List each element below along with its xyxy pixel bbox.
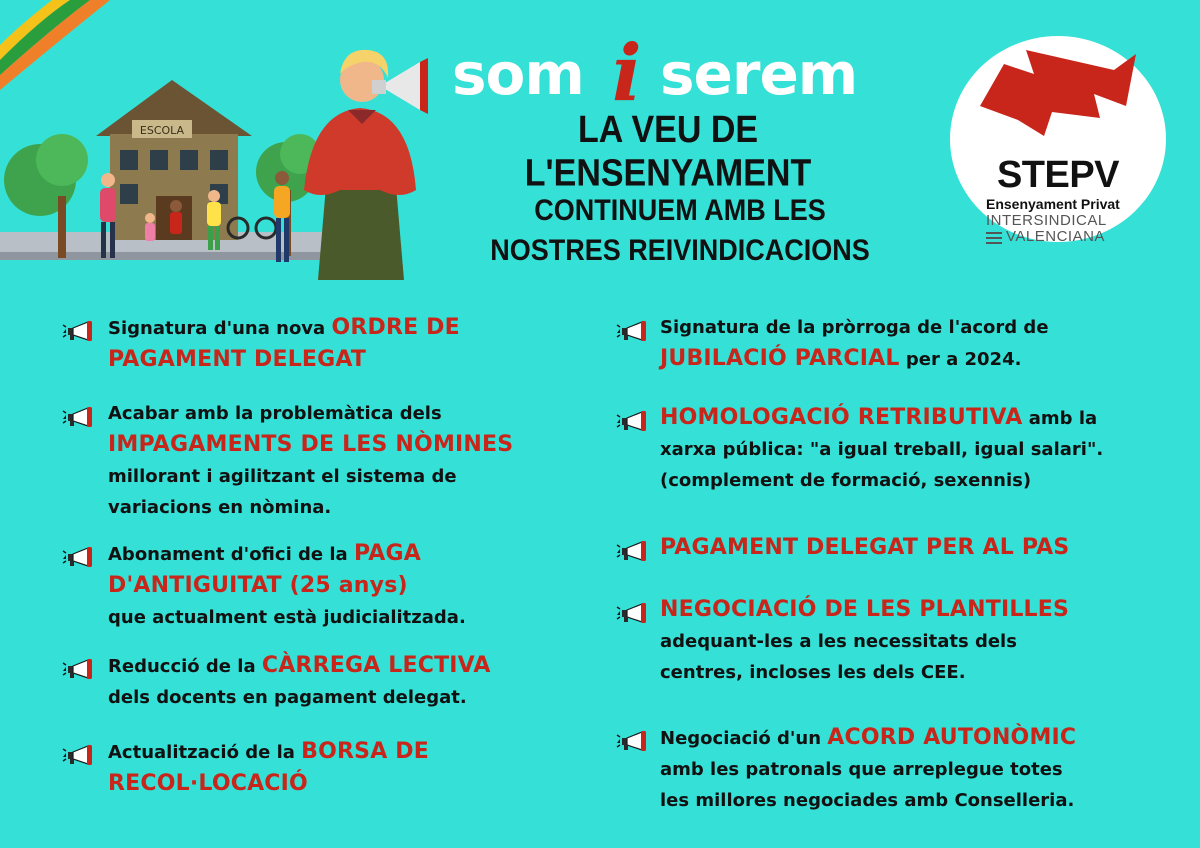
demand-line bbox=[660, 594, 1069, 626]
logo-line-2: INTERSINDICAL bbox=[986, 212, 1107, 229]
demand-text: amb les patronals que arreplegue totes bbox=[660, 759, 1063, 780]
tagline-line-1: CONTINUEM AMB LES bbox=[534, 193, 826, 227]
demand-text: variacions en nòmina. bbox=[108, 497, 332, 518]
demand-line bbox=[108, 492, 513, 523]
demand-text: Abonament d'ofici de la bbox=[108, 544, 354, 565]
megaphone-icon bbox=[616, 730, 648, 752]
demand-highlight: PAGAMENT DELEGAT bbox=[108, 347, 367, 372]
demand-line bbox=[660, 343, 1049, 375]
demand-line bbox=[108, 398, 513, 429]
demand-highlight: RECOL·LOCACIÓ bbox=[108, 771, 308, 796]
demand-text: per a 2024. bbox=[899, 349, 1022, 370]
demand-highlight: ORDRE DE bbox=[331, 315, 460, 340]
megaphone-icon bbox=[62, 546, 94, 568]
demand-line bbox=[108, 768, 429, 800]
demand-line bbox=[108, 538, 466, 570]
demand-line bbox=[108, 682, 491, 713]
demand-line bbox=[660, 626, 1069, 657]
demand-text: Acabar amb la problemàtica dels bbox=[108, 403, 442, 424]
demand-text: dels docents en pagament delegat. bbox=[108, 687, 467, 708]
demand-highlight: D'ANTIGUITAT (25 anys) bbox=[108, 573, 408, 598]
demand-line bbox=[108, 344, 460, 376]
demand-text: que actualment està judicialitzada. bbox=[108, 607, 466, 628]
demand-line bbox=[660, 532, 1069, 564]
demand-text: les millores negociades amb Conselleria. bbox=[660, 790, 1075, 811]
demand-line bbox=[660, 465, 1103, 496]
demand-highlight: CÀRREGA LECTIVA bbox=[261, 653, 491, 678]
slogan-word-i: i bbox=[612, 28, 641, 119]
demand-line bbox=[108, 461, 513, 492]
demand-highlight: IMPAGAMENTS DE LES NÒMINES bbox=[108, 432, 514, 457]
demand-text: Signatura de la pròrroga de l'acord de bbox=[660, 317, 1049, 338]
demand-text: xarxa pública: "a igual treball, igual salari". bbox=[660, 439, 1104, 460]
demand-item bbox=[660, 594, 1069, 688]
logo-name: STEPV bbox=[996, 154, 1120, 196]
demand-item bbox=[108, 650, 491, 713]
demand-line bbox=[660, 402, 1103, 434]
demand-line bbox=[108, 570, 466, 602]
demand-item bbox=[108, 312, 460, 376]
demand-item bbox=[108, 398, 513, 523]
megaphone-icon bbox=[616, 602, 648, 624]
school-sign: ESCOLA bbox=[139, 124, 185, 137]
stepv-logo bbox=[950, 36, 1166, 245]
tagline-line-2: NOSTRES REIVINDICACIONS bbox=[490, 233, 870, 267]
demand-text: Reducció de la bbox=[108, 656, 262, 677]
flag-icon bbox=[974, 50, 1144, 154]
demand-highlight: HOMOLOGACIÓ RETRIBUTIVA bbox=[660, 405, 1023, 430]
demand-highlight: ACORD AUTONÒMIC bbox=[827, 725, 1077, 750]
demand-text: Actualització de la bbox=[108, 742, 302, 763]
megaphone-icon bbox=[62, 406, 94, 428]
demand-line bbox=[660, 312, 1049, 343]
demand-text: centres, incloses les dels CEE. bbox=[660, 662, 966, 683]
demand-item bbox=[660, 722, 1076, 816]
demand-line bbox=[660, 434, 1103, 465]
demand-line bbox=[660, 657, 1069, 688]
demand-text: (complement de formació, sexennis) bbox=[660, 470, 1032, 491]
demand-line bbox=[108, 650, 491, 682]
demand-item bbox=[660, 312, 1049, 375]
demand-highlight: JUBILACIÓ PARCIAL bbox=[660, 346, 900, 371]
demand-line bbox=[660, 754, 1076, 785]
demand-line bbox=[660, 722, 1076, 754]
demand-highlight: PAGAMENT DELEGAT PER AL PAS bbox=[660, 535, 1070, 560]
demand-item bbox=[108, 538, 466, 633]
tagline bbox=[470, 190, 890, 270]
slogan-word-serem: serem bbox=[660, 40, 858, 108]
subtitle: LA VEU DE L'ENSENYAMENT bbox=[524, 108, 812, 195]
demand-text: millorant i agilitzant el sistema de bbox=[108, 466, 457, 487]
demand-highlight: BORSA DE bbox=[301, 739, 429, 764]
demand-highlight: NEGOCIACIÓ DE LES PLANTILLES bbox=[660, 597, 1070, 622]
logo-line-1: Ensenyament Privat bbox=[986, 196, 1120, 212]
school-illustration bbox=[0, 0, 440, 280]
demand-item bbox=[660, 402, 1103, 496]
demand-item bbox=[660, 532, 1069, 564]
bars-icon bbox=[986, 232, 1002, 244]
megaphone-icon bbox=[62, 320, 94, 342]
demand-item bbox=[108, 736, 429, 800]
logo-line-3: VALENCIANA bbox=[1006, 228, 1105, 245]
demand-line bbox=[108, 736, 429, 768]
megaphone-icon bbox=[62, 744, 94, 766]
megaphone-icon bbox=[616, 410, 648, 432]
demand-text: Signatura d'una nova bbox=[108, 318, 332, 339]
slogan-word-som: som bbox=[452, 40, 584, 108]
demand-line bbox=[108, 429, 513, 461]
demand-line bbox=[660, 785, 1076, 816]
demand-line bbox=[108, 602, 466, 633]
demand-line bbox=[108, 312, 460, 344]
megaphone-icon bbox=[616, 540, 648, 562]
demand-text: amb la bbox=[1022, 408, 1098, 429]
demand-highlight: PAGA bbox=[353, 541, 421, 566]
megaphone-icon bbox=[62, 658, 94, 680]
megaphone-icon bbox=[616, 320, 648, 342]
demand-text: Negociació d'un bbox=[660, 728, 828, 749]
demand-text: adequant-les a les necessitats dels bbox=[660, 631, 1017, 652]
